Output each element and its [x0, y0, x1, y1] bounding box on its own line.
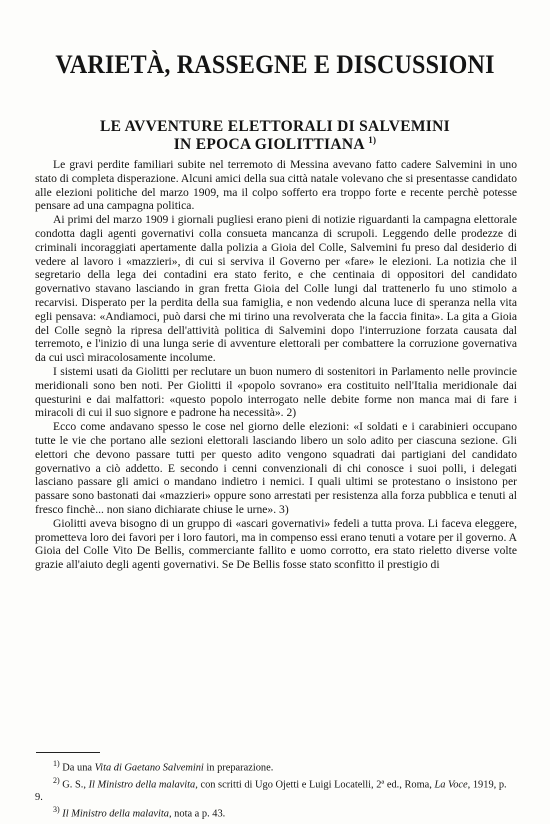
- paragraph-1: Le gravi perdite familiari subite nel terremoto di Messina avevano fatto cadere Salvemini in uno stato di completa disperazione. Alcuni amici della sua città natale volevano che si presentasse candidato alle elezioni politiche del marzo 1909, ma il colpo sofferto era troppo forte e recente perchè potesse pensare ad una campagna politica.: [35, 158, 517, 213]
- article-title-line-2-text: IN EPOCA GIOLITTIANA: [173, 136, 365, 153]
- footnote-title: La Voce,: [434, 779, 471, 791]
- footnote-3: [35, 804, 517, 821]
- footnote-text: in preparazione.: [203, 762, 274, 774]
- footnote-text: nota a p. 43.: [171, 808, 226, 820]
- paragraph-3: I sistemi usati da Giolitti per reclutare un buon numero di sostenitori in Parlamento nelle provincie meridionali sono ben noti. Per Giolitti il «popolo sovrano» era costituito nell'Italia meridionale dai questurini e dai malfattori: «questo popolo interrogato nelle debite forme non manca mai di fare i miracoli di cui il suo signore e padrone ha necessità». 2): [35, 364, 517, 420]
- article-title-line-1: LE AVVENTURE ELETTORALI DI SALVEMINI: [100, 118, 450, 135]
- footnote-mark: 1): [53, 759, 60, 768]
- footnote-title: Vita di Gaetano Salvemini: [94, 762, 204, 774]
- footnote-title: Il Ministro della malavita,: [62, 808, 172, 820]
- footnote-mark: 2): [53, 775, 60, 785]
- footnote-1: [35, 758, 517, 775]
- footnote-text: con scritti di Ugo Ojetti e Luigi Locatelli, 2ª ed., Roma,: [197, 779, 435, 791]
- footnote-text: Da una: [62, 762, 95, 774]
- footnote-ref-1: 1): [368, 134, 377, 145]
- footnote-text: G. S.,: [62, 779, 89, 791]
- footnote-mark: 3): [53, 804, 60, 814]
- article-title-line-2: [0, 136, 550, 154]
- paragraph-4: Ecco come andavano spesso le cose nel giorno delle elezioni: «I soldati e i carabinieri occupano tutte le vie che portano alle sezioni elettorali lasciando libero un solo adito per ciascuna sezione. Gli elettori che devono passare tutti per questo adito vengono squadrati dai partigiani del candidato governativo a ciò addetto. E secondo i cenni convenzionali di chi conosce i suoi polli, i delegati lasciano passare gli amici o mandano indietro i nemici. I quali ultimi se protestano o insistono per passare sono bastonati dai «mazzieri» oppure sono arrestati per resistenza alla forza pubblica e tenuti al fresco finchè... non siano dichiarate chiuse le urne». 3): [35, 420, 517, 516]
- article-body: [35, 158, 517, 572]
- footnote-divider: [36, 752, 100, 753]
- footnotes: [35, 758, 517, 821]
- footnote-text: 1919, p. 9.: [35, 779, 507, 803]
- footnote-title: Il Ministro della malavita,: [88, 779, 198, 791]
- article-title: [0, 118, 550, 154]
- paragraph-5: Giolitti aveva bisogno di un gruppo di «ascari governativi» fedeli a tutta prova. Li faceva eleggere, prometteva loro dei favori per i loro fautori, ma in compenso essi erano tenuti a votare per il governo. A Gioia del Colle Vito De Bellis, commerciante fallito e uomo corrotto, era stato rieletto diverse volte grazie all'aiuto degli agenti governativi. Se De Bellis fosse stato sconfitto il prestigio di: [35, 516, 517, 572]
- footnote-2: [35, 775, 517, 804]
- section-title: VARIETÀ, RASSEGNE E DISCUSSIONI: [55, 50, 495, 80]
- paragraph-2: Ai primi del marzo 1909 i giornali pugliesi erano pieni di notizie riguardanti la campagna elettorale condotta dagli agenti governativi colla consueta mancanza di scrupoli. Leggendo delle prodezze di criminali incoraggiati apertamente dalla polizia a Gioia del Colle, Salvemini fu preso dal desiderio di vedere al lavoro i «mazzieri», di cui si serviva il Governo per «fare» le elezioni. La notizia che il segretario della lega dei contadini era stato ferito, e che centinaia di oppositori del candidato governativo stavano lasciando in gran fretta Gioia del Colle lungi dal trattenerlo fu uno stimolo a recarvisi. Disperato per la perdita della sua famiglia, e non vedendo alcuna luce di speranza nella vita egli pensava: «Andiamoci, può darsi che mi tirino una revolverata che la faccia finita». La gita a Gioia del Colle segnò la ripresa dell'attività politica di Salvemini dopo l'interruzione forzata causata dal terremoto, e l'inizio di una lunga serie di avventure elettorali per combattere la corruzione governativa da cui uscì miracolosamente incolume.: [35, 213, 517, 365]
